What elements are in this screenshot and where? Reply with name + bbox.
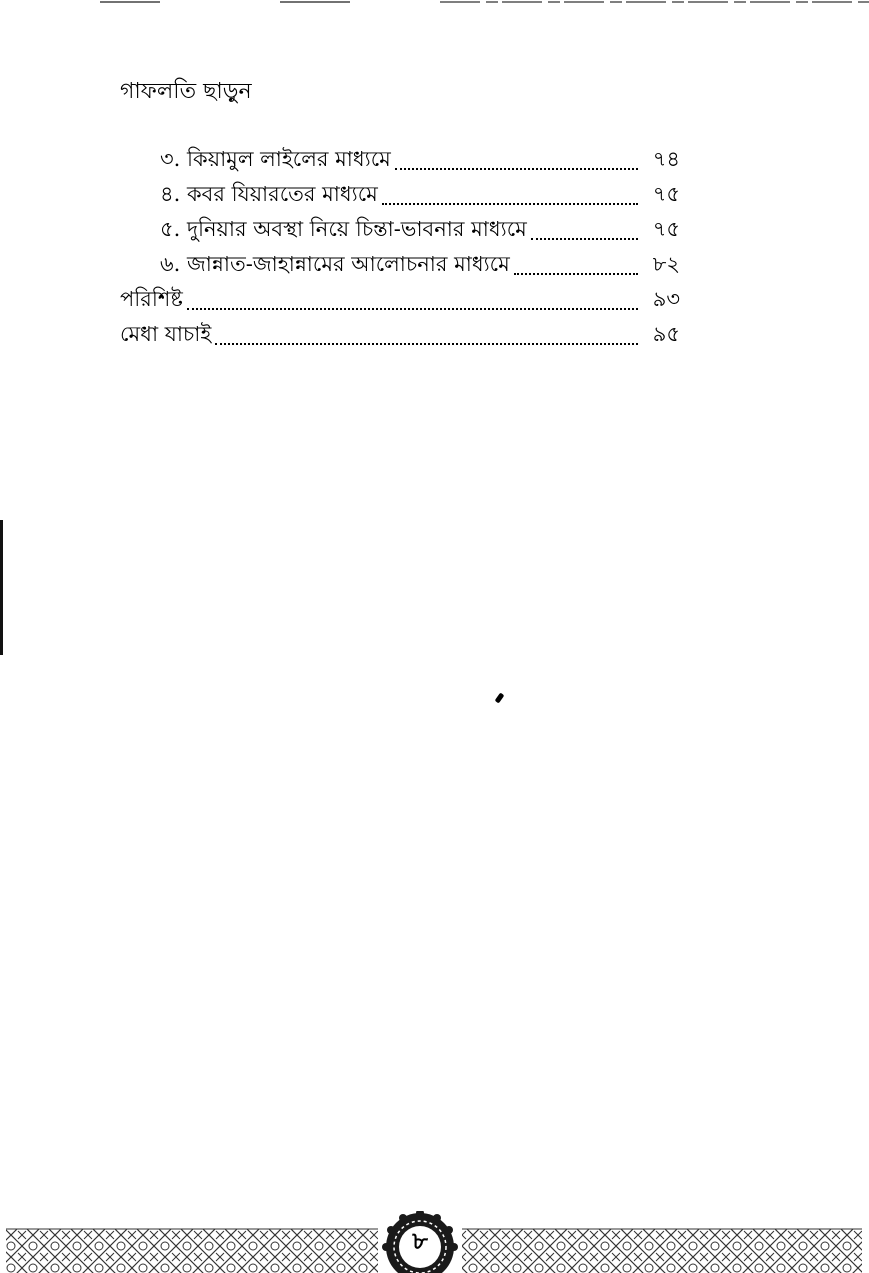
- toc-entry-title: পরিশিষ্ট: [120, 287, 183, 311]
- left-scan-edge: [0, 520, 3, 655]
- toc-entry-page: ৮২: [652, 252, 680, 276]
- toc-entry: [120, 315, 680, 349]
- toc-dot-leader: [531, 237, 638, 240]
- running-header: গাফলতি ছাড়ুন: [120, 79, 252, 104]
- toc-dot-leader: [514, 272, 638, 275]
- toc-entry: [160, 140, 680, 174]
- top-scan-edge: [0, 0, 869, 6]
- toc-entry-page: ৯৫: [652, 322, 680, 346]
- toc-entry-page: ৭৫: [652, 217, 680, 241]
- toc-entry-page: ৭৪: [652, 147, 680, 171]
- toc-entry-title: মেধা যাচাই: [120, 322, 212, 346]
- toc-entry-title: ৩. কিয়ামুল লাইলের মাধ্যমে: [160, 147, 391, 171]
- page-number: ৮: [412, 1226, 428, 1255]
- toc-dot-leader: [382, 202, 638, 205]
- toc-entry-page: ৭৫: [652, 182, 680, 206]
- toc-entry-page: ৯৩: [652, 287, 680, 311]
- toc-dot-leader: [187, 307, 638, 310]
- toc-entry-title: ৫. দুনিয়ার অবস্থা নিয়ে চিন্তা-ভাবনার মাধ্যমে: [160, 217, 527, 241]
- toc-entry: [160, 245, 680, 279]
- toc-entry: [160, 175, 680, 209]
- stray-ink-mark: [495, 692, 505, 703]
- toc-entry-title: ৬. জান্নাত-জাহান্নামের আলোচনার মাধ্যমে: [160, 252, 510, 276]
- toc-entry-title: ৪. কবর যিয়ারতের মাধ্যমে: [160, 182, 378, 206]
- toc-entry: [120, 280, 680, 314]
- toc-entry: [160, 210, 680, 244]
- toc-dot-leader: [395, 167, 638, 170]
- toc-dot-leader: [215, 342, 638, 345]
